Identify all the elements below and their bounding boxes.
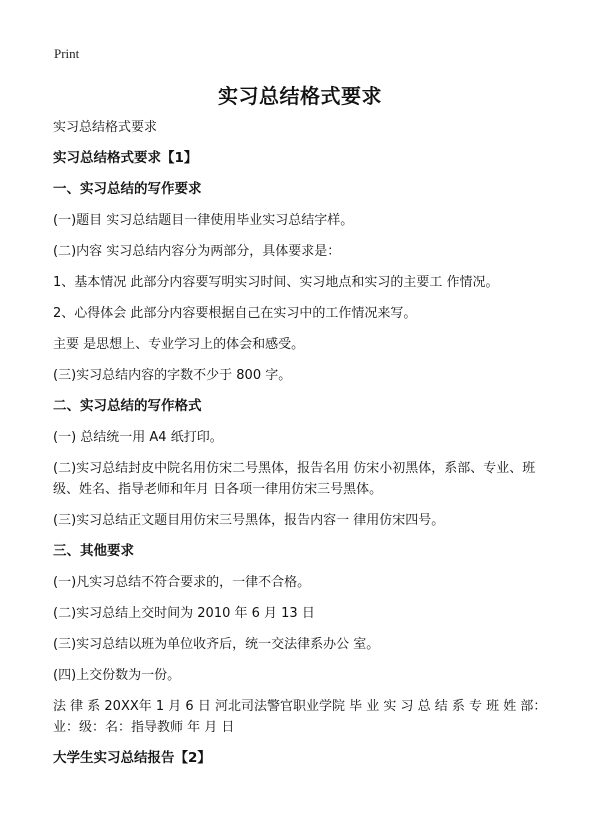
part-heading-2: 二、实习总结的写作格式 [53, 398, 202, 414]
paragraph: (三)实习总结内容的字数不少于 800 字。 [53, 368, 292, 383]
part-heading-1: 一、实习总结的写作要求 [53, 181, 202, 197]
document-body [53, 117, 553, 769]
paragraph: (二)内容 实习总结内容分为两部分，具体要求是： [53, 244, 341, 259]
paragraph: (二)实习总结封皮中院名用仿宋二号黑体，报告名用 仿宋小初黑体，系部、专业、班级、姓名、指导老师和年月 日各项一律用仿宋三号黑体。 [53, 461, 536, 497]
paragraph: (三)实习总结以班为单位收齐后，统一交法律系办公 室。 [53, 637, 380, 652]
document-title: 实习总结格式要求 [218, 84, 382, 108]
part-heading-3: 三、其他要求 [53, 543, 134, 559]
paragraph: (二)实习总结上交时间为 2010 年 6 月 13 日 [53, 606, 315, 621]
paragraph: 主要 是思想上、专业学习上的体会和感受。 [53, 337, 305, 352]
paragraph: (四)上交份数为一份。 [53, 668, 181, 683]
print-link[interactable]: Print [54, 46, 80, 61]
paragraph: 2、心得体会 此部分内容要根据自己在实习中的工作情况来写。 [53, 306, 417, 321]
paragraph: 1、基本情况 此部分内容要写明实习时间、实习地点和实习的主要工 作情况。 [53, 275, 499, 290]
paragraph: (三)实习总结正文题目用仿宋三号黑体，报告内容一 律用仿宋四号。 [53, 513, 445, 528]
section-heading-1: 实习总结格式要求【1】 [53, 150, 198, 166]
paragraph: (一)凡实习总结不符合要求的，一律不合格。 [53, 575, 311, 590]
section-heading-2: 大学生实习总结报告【2】 [53, 750, 211, 766]
paragraph: (一)题目 实习总结题目一律使用毕业实习总结字样。 [53, 213, 354, 228]
document-subtitle: 实习总结格式要求 [53, 120, 158, 135]
paragraph: 法 律 系 20XX年 1 月 6 日 河北司法警官职业学院 毕 业 实 习 总 结 系 专 班 姓 部：业：级：名：指导教师 年 月 日 [53, 699, 547, 735]
paragraph: (一) 总结统一用 A4 纸打印。 [53, 430, 223, 445]
